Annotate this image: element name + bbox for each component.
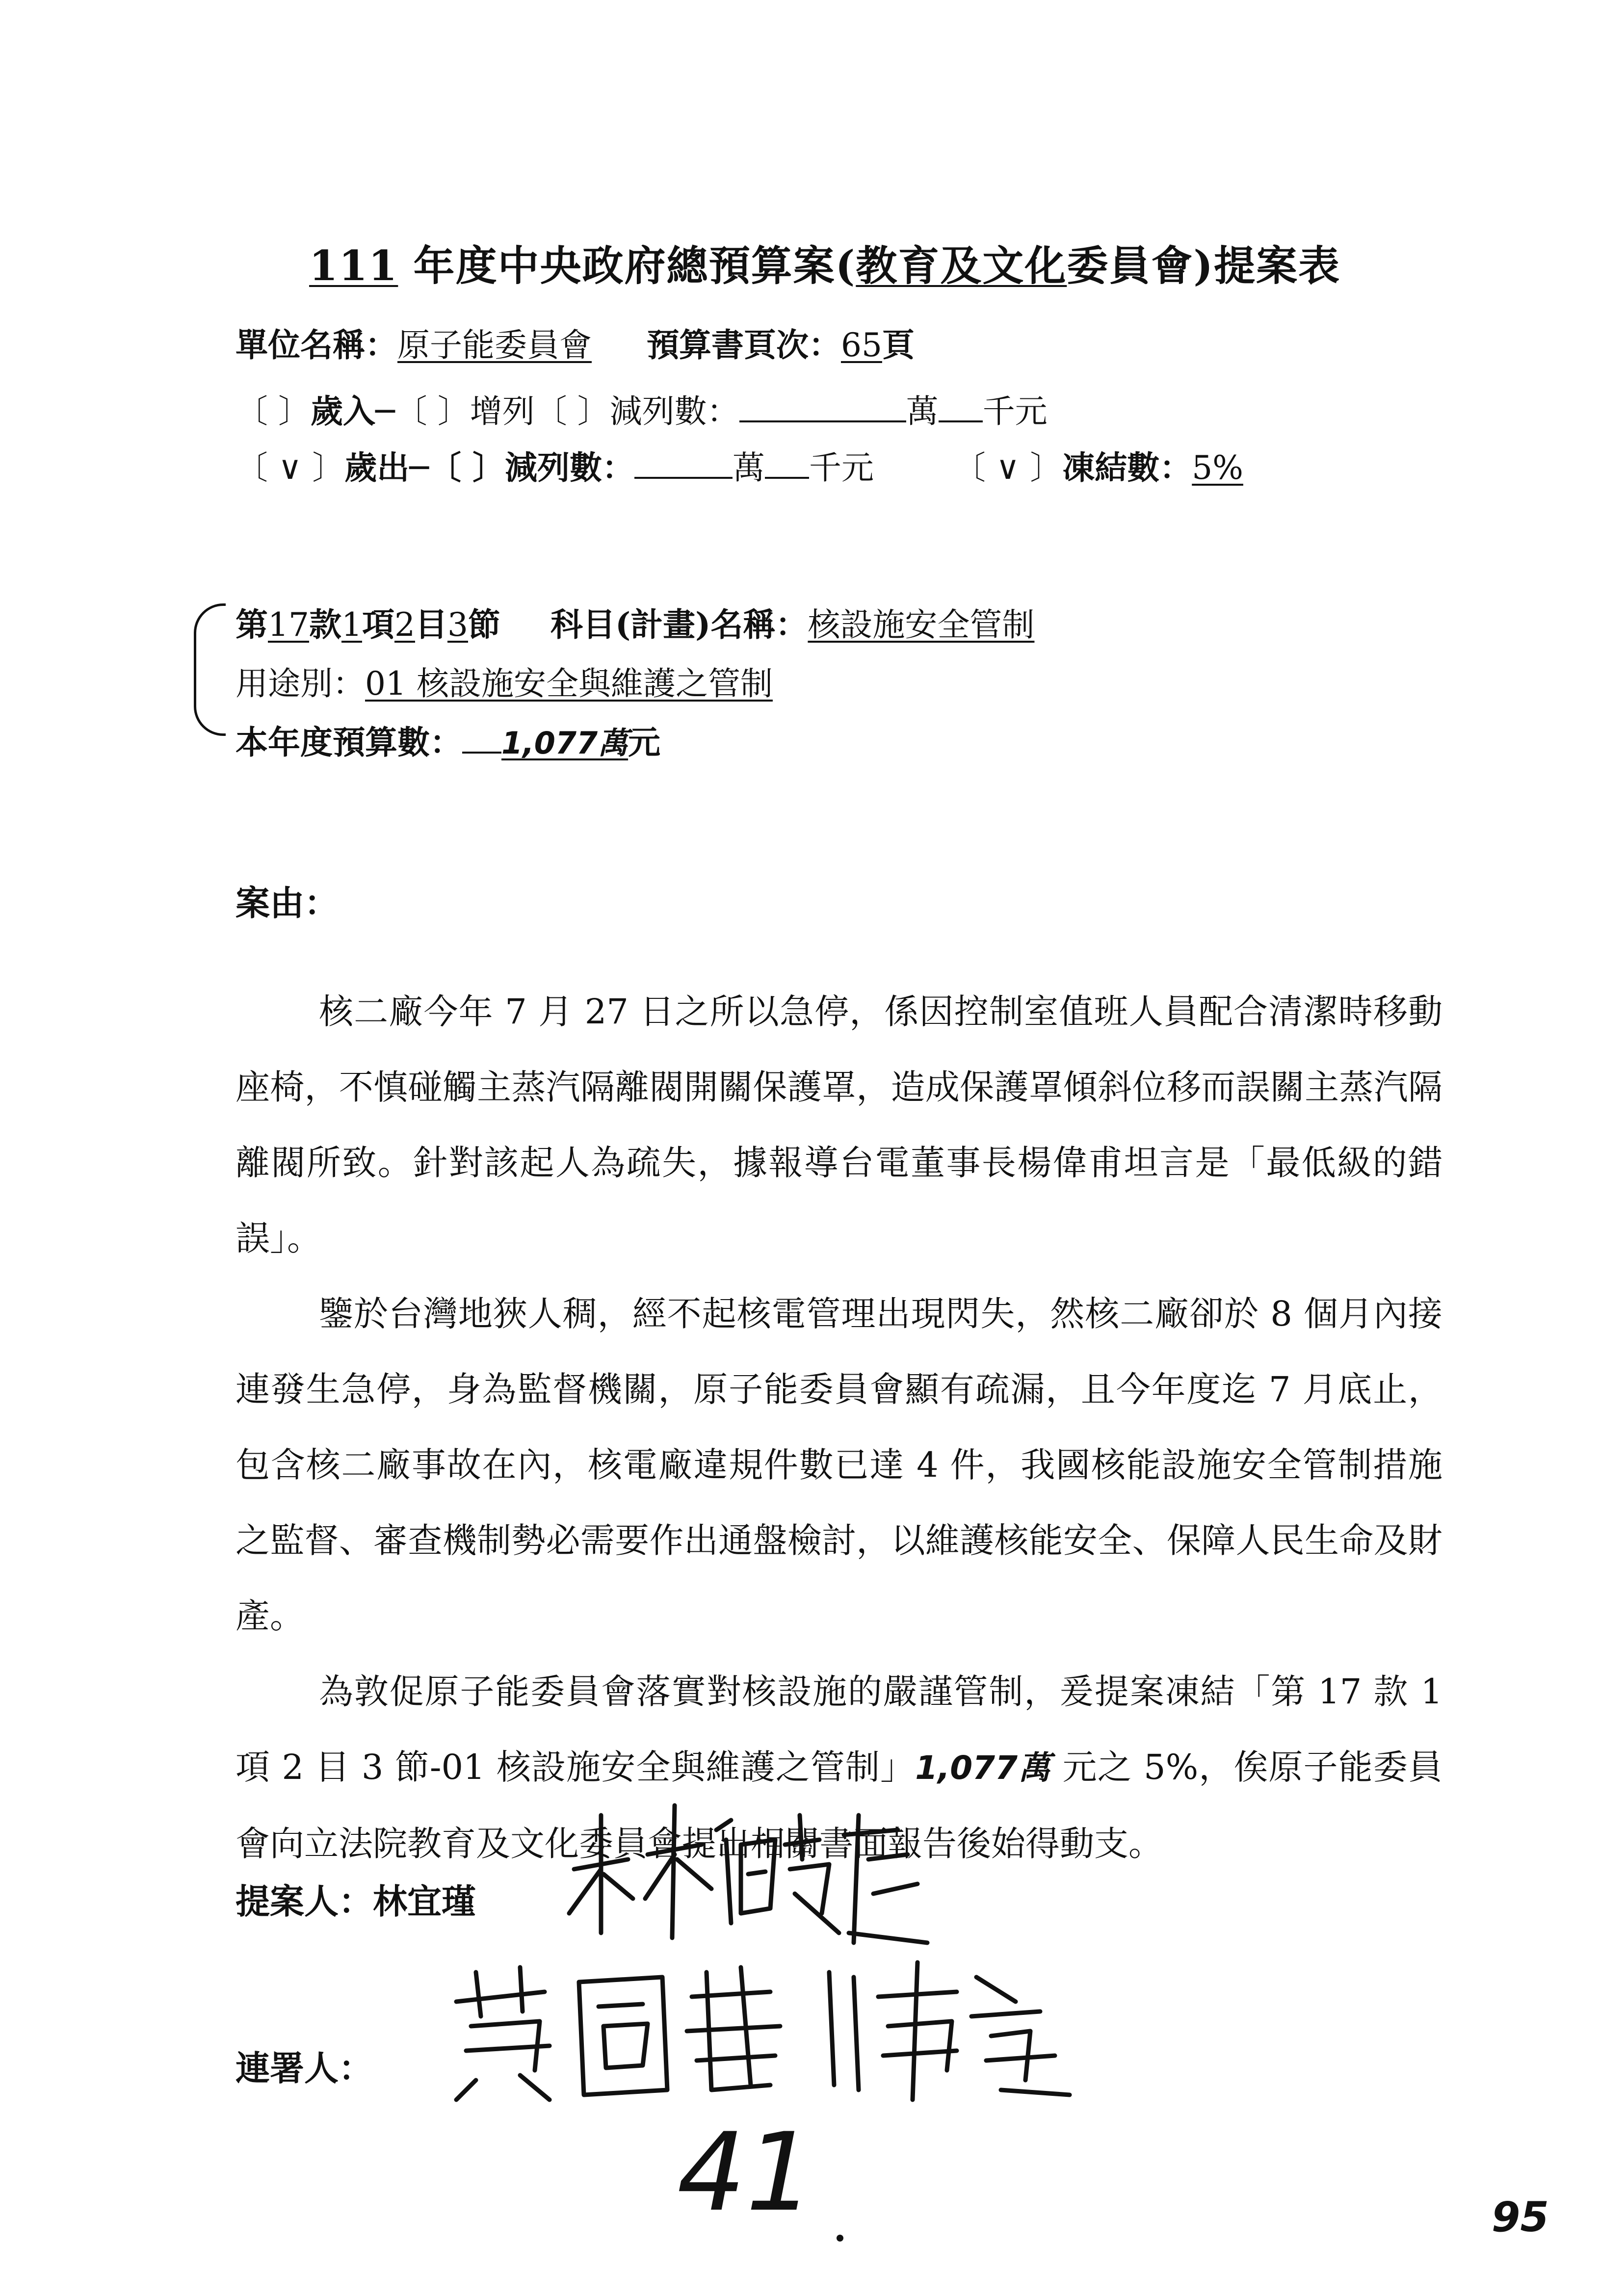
cosigner-label: 連署人： bbox=[236, 2048, 373, 2088]
reason-heading: 案由： bbox=[236, 883, 339, 923]
expense-amount-blank bbox=[634, 447, 733, 479]
title-committee: 教育及文化 bbox=[856, 241, 1067, 290]
proposer-name: 林宜瑾 bbox=[373, 1881, 476, 1922]
usage-line bbox=[236, 657, 773, 704]
annual-budget-handwritten: 1,077萬 bbox=[501, 725, 629, 761]
title-year: 111 bbox=[309, 241, 398, 290]
budget-page-value: 65 bbox=[840, 326, 882, 364]
revenue-unit-wan: 萬 bbox=[906, 392, 939, 430]
proposer-line bbox=[236, 1874, 476, 1924]
reason-body bbox=[236, 974, 1442, 1881]
expense-unit-wan: 萬 bbox=[733, 449, 765, 487]
item-bracket bbox=[194, 603, 226, 736]
mu-value: 2 bbox=[394, 606, 415, 644]
annual-budget-line bbox=[236, 716, 660, 763]
freeze-checkbox: 〔 ∨ 〕 bbox=[953, 449, 1063, 487]
revenue-checkbox: 〔 〕 bbox=[236, 392, 311, 430]
proposer-label: 提案人： bbox=[236, 1881, 373, 1922]
revenue-increase-reduce: ─〔 〕增列〔 〕減列數： bbox=[375, 392, 739, 430]
item-line bbox=[236, 599, 1034, 645]
revenue-label: 歲入 bbox=[310, 392, 375, 430]
kuan-value: 17 bbox=[268, 606, 309, 644]
xiang-label: 項 bbox=[362, 605, 394, 644]
mu-label: 目 bbox=[415, 605, 447, 644]
expense-checkbox: 〔 ∨ 〕 bbox=[236, 449, 345, 487]
jie-value: 3 bbox=[447, 606, 468, 644]
freeze-value: 5% bbox=[1192, 449, 1243, 487]
title-part1: 年度中央政府總預算案( bbox=[398, 241, 856, 290]
para3-text-b: 元之 5%，俟原子能委員會向立法院教育及文化委員會提出相關書面報告後始得動支。 bbox=[236, 1747, 1442, 1864]
jie-label: 節 bbox=[468, 605, 500, 644]
revenue-amount-blank bbox=[739, 391, 906, 422]
revenue-qian-blank bbox=[939, 391, 983, 422]
form-title bbox=[309, 233, 1340, 292]
usage-label: 用途別： bbox=[236, 665, 365, 703]
para3-handwritten-amount: 1,077萬 bbox=[915, 1749, 1051, 1787]
reason-paragraph-3 bbox=[236, 1654, 1442, 1881]
expense-label: 歲出 bbox=[344, 448, 410, 487]
title-part2: 委員會)提案表 bbox=[1067, 241, 1341, 290]
revenue-line bbox=[236, 385, 1048, 432]
annual-budget-label: 本年度預算數： bbox=[236, 723, 462, 761]
usage-value: 01 核設施安全與維護之管制 bbox=[365, 665, 773, 703]
expense-unit-qian: 千元 bbox=[809, 449, 874, 487]
kuan-label: 款 bbox=[309, 605, 341, 644]
handwritten-dot bbox=[837, 2235, 843, 2242]
subject-label: 科目(計畫)名稱： bbox=[550, 605, 808, 644]
page-number: 95 bbox=[1492, 2193, 1549, 2241]
kuan-prefix: 第 bbox=[236, 605, 268, 644]
reason-paragraph-2: 鑒於台灣地狹人稠，經不起核電管理出現閃失，然核二廠卻於 8 個月內接連發生急停，身為監督機關，原子能委員會顯有疏漏，且今年度迄 7 月底止，包含核二廠事故在內，核電廠違規件數已達 4 件，我國核能設施安全管制措施之監督、審查機制勢必需要作出通盤檢討，以維護核能安全、保障人民生命及財產。 bbox=[236, 1294, 1442, 1636]
reason-paragraph-1: 核二廠今年 7 月 27 日之所以急停，係因控制室值班人員配合清潔時移動座椅，不慎碰觸主蒸汽隔離閥開關保護罩，造成保護罩傾斜位移而誤關主蒸汽隔離閥所致。針對該起人為疏失，據報導台電董事長楊偉甫坦言是「最低級的錯誤」。 bbox=[236, 991, 1442, 1258]
cosigner-signatures bbox=[437, 1943, 1099, 2105]
expense-line bbox=[236, 442, 1243, 488]
expense-qian-blank bbox=[765, 447, 809, 479]
para3-text-a: 為敦促原子能委員會落實對核設施的嚴謹管制，爰提案凍結「第 17 款 1 項 2 目 3 節-01 核設施安全與維護之管制」 bbox=[236, 1671, 1442, 1787]
revenue-unit-qian: 千元 bbox=[982, 392, 1048, 430]
expense-reduce: ─〔 〕減列數： bbox=[409, 448, 634, 487]
freeze-label: 凍結數： bbox=[1062, 448, 1192, 487]
budget-page-label: 預算書頁次： bbox=[646, 326, 841, 364]
unit-line bbox=[236, 319, 915, 365]
budget-page-unit: 頁 bbox=[882, 326, 915, 364]
annual-budget-unit: 元 bbox=[628, 723, 661, 761]
annual-budget-blank bbox=[462, 722, 501, 754]
unit-label: 單位名稱： bbox=[236, 326, 397, 364]
handwritten-number: 41 bbox=[677, 2110, 814, 2235]
subject-value: 核設施安全管制 bbox=[808, 606, 1035, 644]
cosigner-line bbox=[236, 2041, 373, 2090]
unit-value: 原子能委員會 bbox=[397, 326, 592, 364]
xiang-value: 1 bbox=[341, 606, 362, 644]
